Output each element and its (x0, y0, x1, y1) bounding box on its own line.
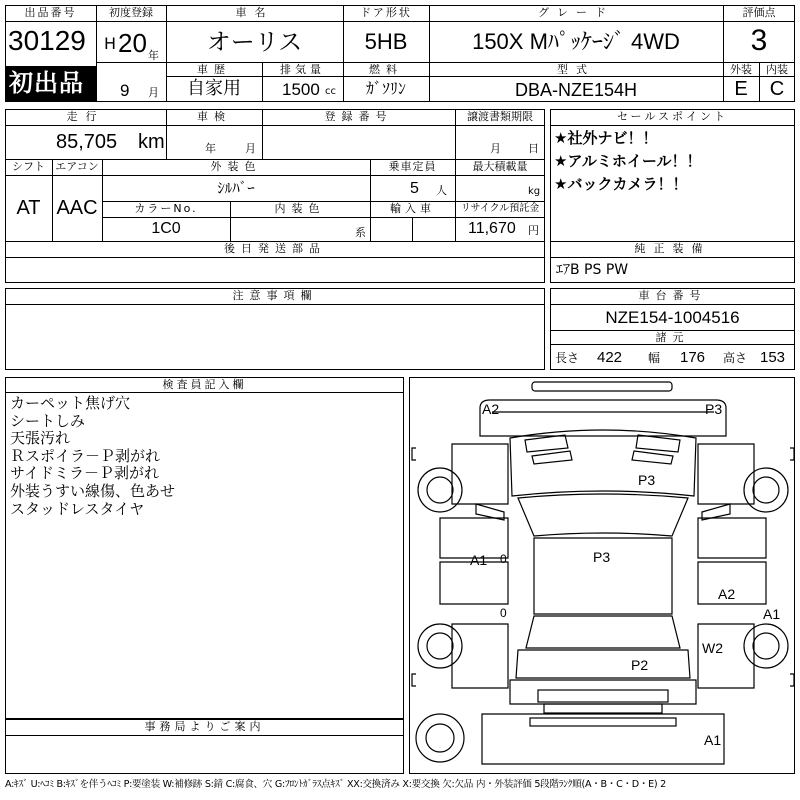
door-type: 5HB (364, 29, 408, 54)
color-number-label: カラーNo. (134, 202, 198, 215)
registration-month: 9 (120, 81, 130, 100)
mileage-label: 走行 (66, 110, 105, 123)
damage-mark: A1 (470, 552, 488, 568)
damage-mark: A1 (704, 732, 722, 748)
history: 自家用 (187, 78, 241, 99)
mileage-unit: km (138, 131, 165, 153)
length-value: 422 (597, 349, 623, 366)
fuel-label: 燃料 (369, 63, 403, 76)
damage-mark: P3 (593, 549, 611, 565)
lot-number: 30129 (8, 25, 86, 56)
registration-month-unit: 月 (148, 86, 159, 99)
exterior-grade: E (734, 78, 748, 100)
shift: AT (16, 197, 41, 219)
legend: A:ｷｽﾞ U:ﾍｺﾐ B:ｷｽﾞを伴うﾍｺﾐ P:要塗装 W:補修跡 S:錆 C:腐食、穴 G:ﾌﾛﾝﾄｶﾞﾗｽ点ｷｽﾞ XX:交換済み X:要交換 欠:欠品 内・外装評価 5段階ﾗﾝｸ順(A・B・C・D・E) 2 (5, 779, 666, 790)
registration-year: 20 (118, 28, 147, 58)
inspector-line: 外装うすい線傷、色あせ (10, 481, 176, 500)
inspection-month-unit: 月 (245, 142, 256, 155)
sales-points-label: セールスポイント (616, 110, 728, 123)
score-label: 評価点 (742, 6, 776, 19)
inspector-line: スタッドレスタイヤ (10, 499, 145, 518)
standard-equipment: ｴｱB PS PW (556, 262, 629, 278)
chassis-number-label: 車台番号 (638, 289, 707, 302)
damage-mark: P3 (638, 472, 656, 488)
grade: 150X Mﾊﾟｯｹｰｼﾞ 4WD (472, 29, 680, 54)
registration-year-unit: 年 (148, 49, 159, 62)
transfer-deadline-label: 譲渡書類期限 (467, 110, 533, 123)
displacement: 1500 (282, 80, 320, 99)
car-damage-diagram (409, 377, 795, 774)
specs-label: 諸元 (655, 331, 690, 344)
standard-equipment-label: 純正装備 (634, 242, 711, 255)
first-registration-label: 初度登録 (109, 6, 153, 19)
inspector-line: 天張汚れ (10, 429, 71, 448)
first-listing-label: 初出品 (9, 69, 84, 97)
inspector-label: 検査員記入欄 (162, 378, 247, 391)
door-type-label: ドア形状 (360, 6, 412, 19)
lot-number-label: 出品番号 (24, 6, 77, 19)
length-label: 長さ (555, 351, 580, 365)
max-load-unit: kg (528, 186, 541, 197)
car-name-label: 車名 (235, 6, 274, 19)
interior-grade-label: 内装 (766, 63, 788, 76)
seats-label: 乗車定員 (388, 160, 437, 173)
recycle-deposit-unit: 円 (528, 224, 539, 237)
exterior-grade-label: 外装 (730, 63, 752, 76)
sales-point-2: ★アルミホイール！！ (554, 152, 702, 170)
inspection-label: 車検 (197, 110, 231, 123)
aircon-label: エアコン (55, 160, 99, 173)
fuel: ｶﾞｿﾘﾝ (365, 79, 406, 98)
seats-unit: 人 (436, 184, 447, 197)
height-value: 153 (760, 349, 786, 366)
interior-color-label: 内装色 (274, 202, 326, 215)
damage-mark: P2 (631, 657, 649, 673)
damage-mark: A2 (718, 586, 736, 602)
damage-mark: 0 (500, 552, 507, 566)
seats: 5 (410, 180, 419, 197)
inspector-line: サイドミラ－Ｐ剥がれ (10, 464, 159, 483)
history-label: 車歴 (197, 63, 231, 76)
notes-label: 注意事項欄 (232, 289, 318, 302)
later-parts-label: 後日発送部品 (224, 242, 326, 255)
displacement-label: 排気量 (280, 63, 325, 76)
damage-mark: P3 (705, 401, 723, 417)
interior-color-unit: 系 (355, 226, 366, 239)
damage-mark: A1 (763, 606, 781, 622)
score: 3 (750, 24, 768, 57)
office-label: 事務局よりご案内 (144, 720, 265, 733)
transfer-month-unit: 月 (490, 142, 501, 155)
recycle-deposit: 11,670 (468, 220, 516, 237)
sales-point-3: ★バックカメラ！！ (554, 175, 688, 193)
exterior-color: ｼﾙﾊﾞｰ (217, 179, 255, 197)
transfer-day-label: 日 (528, 142, 539, 155)
mileage: 85,705 (56, 131, 118, 153)
registration-era: H (104, 34, 117, 53)
height-label: 高さ (723, 351, 748, 365)
inspector-line: シートしみ (10, 411, 86, 430)
interior-grade: C (769, 78, 785, 100)
aircon: AAC (56, 197, 98, 219)
chassis-number: NZE154-1004516 (605, 308, 740, 327)
max-load-label: 最大積載量 (472, 160, 528, 173)
inspector-line: カーペット焦げ穴 (10, 394, 131, 412)
shift-label: シフト (12, 160, 45, 173)
import-car-label: 輸入車 (390, 202, 435, 215)
damage-mark: 0 (500, 606, 507, 620)
color-number: 1C0 (151, 220, 181, 237)
inspector-line: Ｒスポイラ－Ｐ剥がれ (10, 446, 161, 465)
inspector-lines (10, 395, 175, 518)
model-code: DBA-NZE154H (514, 80, 638, 100)
car-outline (410, 378, 796, 775)
displacement-unit: cc (325, 86, 336, 97)
model-code-label: 型式 (557, 63, 595, 76)
registration-number-label: 登録番号 (324, 110, 393, 123)
sales-point-1: ★社外ナビ！！ (554, 129, 658, 147)
exterior-color-label: 外装色 (210, 160, 262, 173)
damage-mark: W2 (702, 640, 723, 656)
grade-label: グレード (538, 6, 614, 19)
car-name: オーリス (206, 28, 303, 56)
recycle-deposit-label: リサイクル預託金 (460, 203, 540, 214)
inspection-year-unit: 年 (205, 142, 216, 155)
width-value: 176 (680, 349, 706, 366)
damage-mark: A2 (482, 401, 500, 417)
width-label: 幅 (648, 351, 661, 365)
